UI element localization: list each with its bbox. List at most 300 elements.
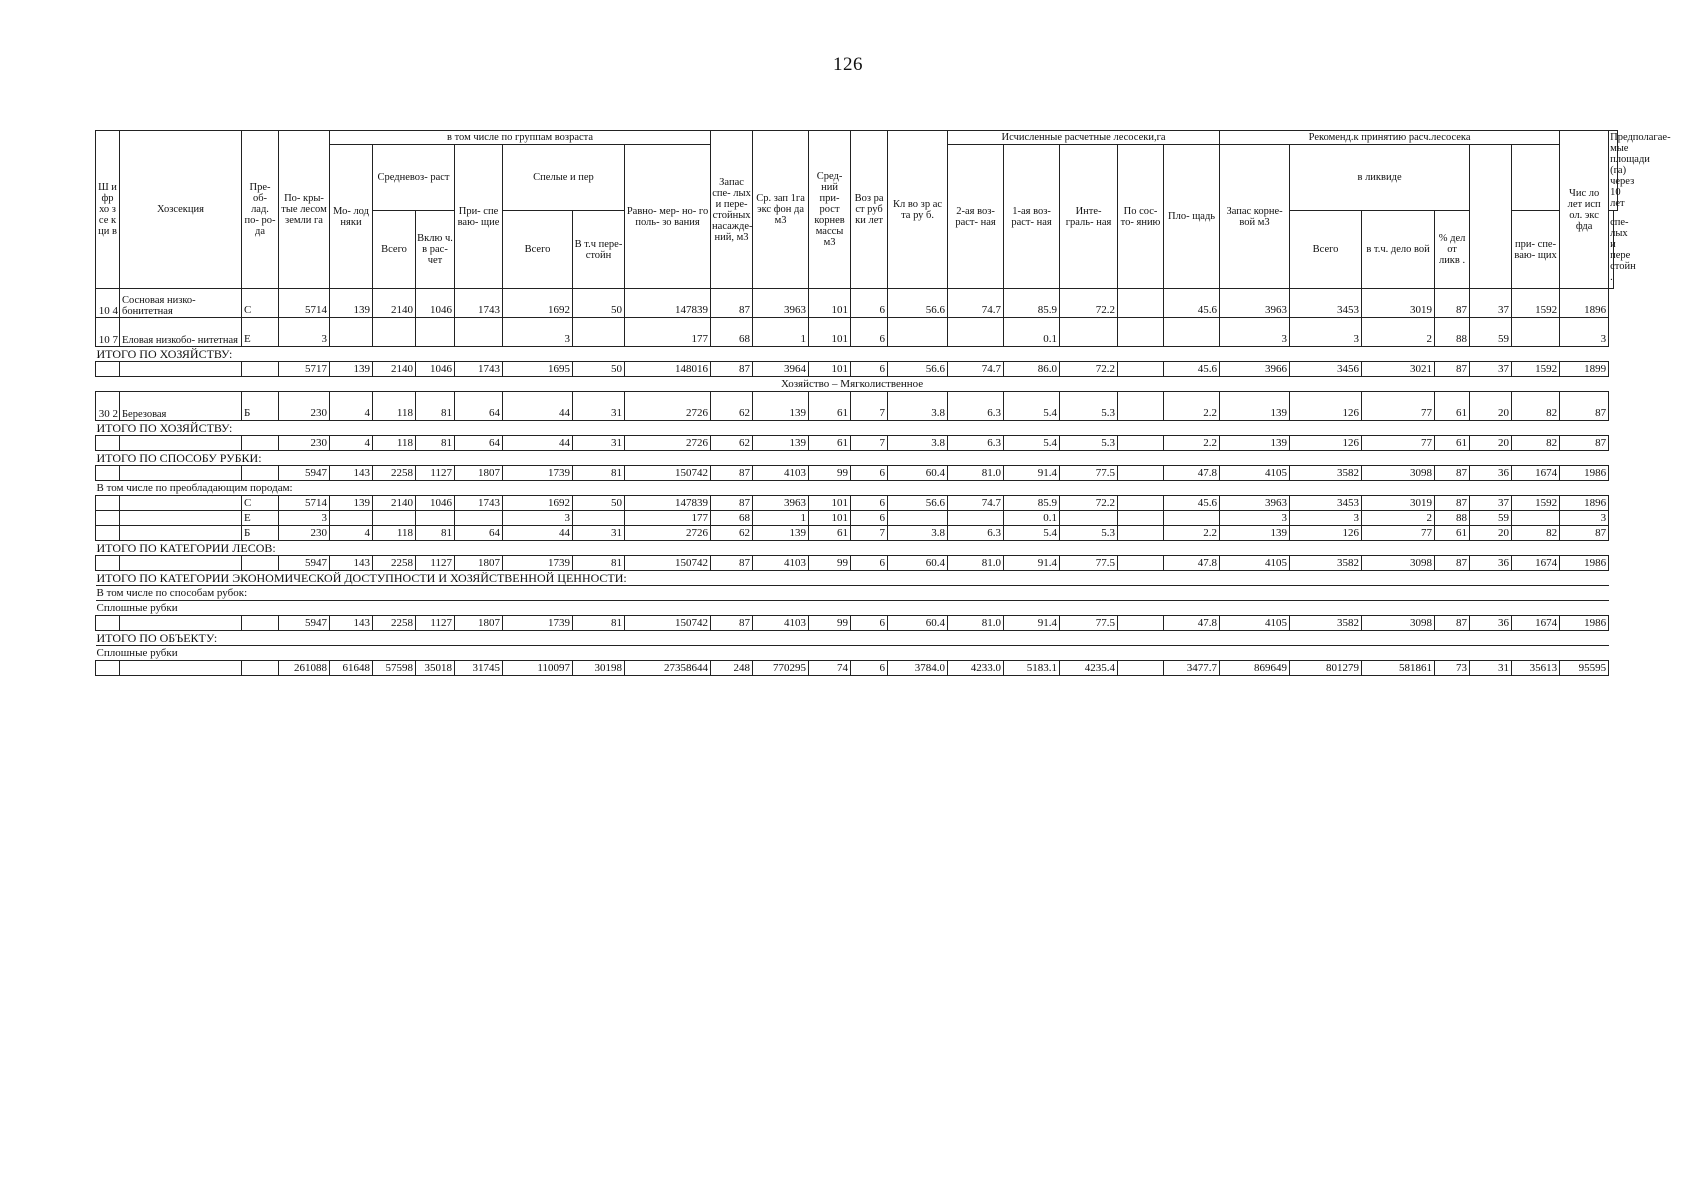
total-row-label: [96, 571, 1618, 586]
value-cell: 61: [1435, 436, 1470, 451]
value-cell: 45.6: [1164, 362, 1220, 377]
value-cell: 1739: [503, 466, 573, 481]
value-cell: 72.2: [1060, 362, 1118, 377]
total-row: [96, 362, 1618, 377]
value-cell: 3098: [1362, 556, 1435, 571]
value-cell: 150742: [625, 616, 711, 631]
hozsection-name: [120, 616, 242, 631]
value-cell: 4103: [753, 616, 809, 631]
value-cell: 4235.4: [1060, 661, 1118, 676]
section-number: 10 4: [96, 289, 120, 318]
value-cell: 3477.7: [1164, 661, 1220, 676]
value-cell: 85.9: [1004, 289, 1060, 318]
value-cell: 62: [711, 526, 753, 541]
value-cell: 74.7: [948, 362, 1004, 377]
value-cell: 118: [373, 392, 416, 421]
value-cell: 770295: [753, 661, 809, 676]
header-likv-vsego: Всего: [1290, 211, 1362, 289]
header-prisp: При- спе ваю- щие: [455, 145, 503, 289]
dominant-species: [242, 661, 279, 676]
value-cell: [1118, 436, 1164, 451]
value-cell: 81.0: [948, 466, 1004, 481]
value-cell: 6: [851, 556, 888, 571]
value-cell: 7: [851, 392, 888, 421]
value-cell: 869649: [1220, 661, 1290, 676]
value-cell: 2140: [373, 496, 416, 511]
value-cell: 2140: [373, 362, 416, 377]
header-preob: Пре- об- лад. по- ро- да: [242, 131, 279, 289]
header-hozsec: Хозсекция: [120, 131, 242, 289]
value-cell: 82: [1512, 436, 1560, 451]
value-cell: [416, 318, 455, 347]
section-number: [96, 616, 120, 631]
value-cell: 6: [851, 466, 888, 481]
value-cell: 91.4: [1004, 466, 1060, 481]
value-cell: 37: [1470, 496, 1512, 511]
header-ravno: Равно- мер- но- го поль- зо вания: [625, 145, 711, 289]
subheading: Сплошные рубки: [96, 601, 1609, 616]
value-cell: 81: [573, 556, 625, 571]
value-cell: 87: [711, 556, 753, 571]
value-cell: 72.2: [1060, 289, 1118, 318]
value-cell: 77.5: [1060, 466, 1118, 481]
section-number: [96, 556, 120, 571]
value-cell: 3021: [1362, 362, 1435, 377]
value-cell: 61: [809, 526, 851, 541]
subheading: Сплошные рубки: [96, 646, 1609, 661]
value-cell: 81: [573, 616, 625, 631]
value-cell: [888, 511, 948, 526]
value-cell: 87: [1435, 496, 1470, 511]
value-cell: [1118, 661, 1164, 676]
value-cell: 82: [1512, 392, 1560, 421]
value-cell: 6: [851, 362, 888, 377]
section-title-row: [96, 377, 1618, 392]
value-cell: 1046: [416, 362, 455, 377]
value-cell: 1046: [416, 289, 455, 318]
value-cell: 3019: [1362, 496, 1435, 511]
header-group-sredn: Средневоз- раст: [373, 145, 455, 211]
value-cell: 60.4: [888, 616, 948, 631]
value-cell: 2258: [373, 556, 416, 571]
value-cell: 1807: [455, 616, 503, 631]
value-cell: 30198: [573, 661, 625, 676]
value-cell: 57598: [373, 661, 416, 676]
value-cell: 3963: [753, 289, 809, 318]
value-cell: 1692: [503, 289, 573, 318]
value-cell: 1127: [416, 556, 455, 571]
hozsection-name: [120, 466, 242, 481]
dominant-species: С: [242, 496, 279, 511]
value-cell: [373, 318, 416, 347]
header-group-ischisl: Исчисленные расчетные лесосеки,га: [948, 131, 1220, 145]
value-cell: 20: [1470, 392, 1512, 421]
value-cell: 4103: [753, 556, 809, 571]
value-cell: 35613: [1512, 661, 1560, 676]
value-cell: 62: [711, 436, 753, 451]
value-cell: 31: [573, 436, 625, 451]
value-cell: 47.8: [1164, 466, 1220, 481]
subheading-row: [96, 586, 1618, 601]
value-cell: 126: [1290, 392, 1362, 421]
value-cell: [1118, 466, 1164, 481]
hozsection-name: [120, 362, 242, 377]
value-cell: 85.9: [1004, 496, 1060, 511]
value-cell: 261088: [279, 661, 330, 676]
value-cell: 3: [1290, 318, 1362, 347]
value-cell: 3963: [1220, 289, 1290, 318]
value-cell: 3019: [1362, 289, 1435, 318]
value-cell: 3098: [1362, 466, 1435, 481]
header-spel10: спе- лых и пере стойн .: [1609, 211, 1613, 289]
value-cell: [1118, 392, 1164, 421]
value-cell: 50: [573, 362, 625, 377]
value-cell: 31: [573, 392, 625, 421]
header-plosh: Пло- щадь: [1164, 145, 1220, 289]
value-cell: 110097: [503, 661, 573, 676]
value-cell: [1512, 318, 1560, 347]
value-cell: 81.0: [948, 556, 1004, 571]
value-cell: 101: [809, 289, 851, 318]
value-cell: [888, 318, 948, 347]
value-cell: 87: [711, 496, 753, 511]
value-cell: 77: [1362, 526, 1435, 541]
value-cell: 3: [279, 318, 330, 347]
value-cell: 5947: [279, 466, 330, 481]
value-cell: [1118, 556, 1164, 571]
value-cell: 118: [373, 526, 416, 541]
value-cell: 45.6: [1164, 289, 1220, 318]
section-number: 10 7: [96, 318, 120, 347]
value-cell: 5183.1: [1004, 661, 1060, 676]
value-cell: 74.7: [948, 289, 1004, 318]
value-cell: 3456: [1290, 362, 1362, 377]
value-cell: 87: [711, 616, 753, 631]
total-label: ИТОГО ПО КАТЕГОРИИ ЭКОНОМИЧЕСКОЙ ДОСТУПНОСТИ И ХОЗЯЙСТВЕННОЙ ЦЕННОСТИ:: [96, 571, 1609, 586]
header-group-predpol: Предполагае- мые площади (га) через 10 лет: [1610, 132, 1671, 209]
total-row-label: [96, 451, 1618, 466]
value-cell: 2.2: [1164, 392, 1220, 421]
value-cell: 68: [711, 318, 753, 347]
value-cell: 3.8: [888, 392, 948, 421]
value-cell: 1: [753, 318, 809, 347]
value-cell: 150742: [625, 466, 711, 481]
value-cell: 5.3: [1060, 392, 1118, 421]
value-cell: 1743: [455, 362, 503, 377]
value-cell: 6: [851, 289, 888, 318]
header-prirost: Сред- ний при- рост корнев массы м3: [809, 131, 851, 289]
value-cell: 118: [373, 436, 416, 451]
value-cell: 581861: [1362, 661, 1435, 676]
hozsection-name: Сосновая низко- бонитетная: [120, 289, 242, 318]
value-cell: 177: [625, 318, 711, 347]
value-cell: 3784.0: [888, 661, 948, 676]
page-number: 126: [833, 54, 863, 75]
table-body: [96, 289, 1618, 676]
hozsection-name: [120, 511, 242, 526]
hozsection-name: [120, 436, 242, 451]
dominant-species: Б: [242, 392, 279, 421]
value-cell: 81: [416, 436, 455, 451]
value-cell: 101: [809, 362, 851, 377]
dominant-species: [242, 436, 279, 451]
value-cell: 139: [753, 392, 809, 421]
header-zapas: Запас спе- лых и пере- стойных насажде- ний, м3: [711, 131, 753, 289]
value-cell: [330, 318, 373, 347]
value-cell: 0.1: [1004, 511, 1060, 526]
value-cell: 20: [1470, 436, 1512, 451]
value-cell: 1127: [416, 616, 455, 631]
total-row-label: [96, 347, 1618, 362]
value-cell: 101: [809, 318, 851, 347]
value-cell: 6: [851, 496, 888, 511]
value-cell: 139: [330, 289, 373, 318]
section-number: [96, 466, 120, 481]
value-cell: [455, 318, 503, 347]
value-cell: 60.4: [888, 466, 948, 481]
value-cell: [1164, 511, 1220, 526]
value-cell: 5714: [279, 289, 330, 318]
value-cell: 4: [330, 526, 373, 541]
subheading-row: [96, 601, 1618, 616]
value-cell: 31: [573, 526, 625, 541]
value-cell: 139: [330, 496, 373, 511]
value-cell: 1674: [1512, 466, 1560, 481]
header-sr-zap: Ср. зап 1га экс фон да м3: [753, 131, 809, 289]
value-cell: 1739: [503, 616, 573, 631]
section-number: [96, 436, 120, 451]
value-cell: 3582: [1290, 616, 1362, 631]
hozsection-name: [120, 661, 242, 676]
value-cell: 3: [503, 511, 573, 526]
value-cell: 47.8: [1164, 616, 1220, 631]
value-cell: 177: [625, 511, 711, 526]
value-cell: 87: [1435, 362, 1470, 377]
subheading: В том числе по способам рубок:: [96, 586, 1609, 601]
value-cell: 91.4: [1004, 616, 1060, 631]
value-cell: 1046: [416, 496, 455, 511]
value-cell: 2: [1362, 318, 1435, 347]
value-cell: [1118, 318, 1164, 347]
value-cell: 3: [1290, 511, 1362, 526]
value-cell: 44: [503, 392, 573, 421]
value-cell: 81: [573, 466, 625, 481]
value-cell: 31745: [455, 661, 503, 676]
value-cell: 31: [1470, 661, 1512, 676]
value-cell: 44: [503, 526, 573, 541]
value-cell: 68: [711, 511, 753, 526]
value-cell: 87: [711, 466, 753, 481]
header-spel-vsego: Всего: [503, 211, 573, 289]
header-group-vozrast: в том числе по группам возраста: [330, 131, 711, 145]
total-label: ИТОГО ПО КАТЕГОРИИ ЛЕСОВ:: [96, 541, 1609, 556]
total-label: ИТОГО ПО СПОСОБУ РУБКИ:: [96, 451, 1609, 466]
value-cell: 1592: [1512, 362, 1560, 377]
value-cell: 5947: [279, 616, 330, 631]
value-cell: [1060, 511, 1118, 526]
value-cell: 1807: [455, 466, 503, 481]
header-molod: Мо- лод няки: [330, 145, 373, 289]
table-header: [96, 131, 1671, 289]
dominant-species: [242, 616, 279, 631]
value-cell: 3.8: [888, 526, 948, 541]
value-cell: [1118, 511, 1164, 526]
value-cell: 6.3: [948, 436, 1004, 451]
value-cell: 3582: [1290, 556, 1362, 571]
value-cell: 6: [851, 511, 888, 526]
value-cell: 230: [279, 436, 330, 451]
value-cell: 126: [1290, 526, 1362, 541]
value-cell: 3: [1220, 318, 1290, 347]
dominant-species: [242, 556, 279, 571]
value-cell: 87: [1435, 466, 1470, 481]
value-cell: 4105: [1220, 466, 1290, 481]
value-cell: 87: [1560, 436, 1609, 451]
value-cell: [948, 511, 1004, 526]
value-cell: 139: [1220, 392, 1290, 421]
value-cell: 4103: [753, 466, 809, 481]
total-row-label: [96, 421, 1618, 436]
value-cell: 1592: [1512, 496, 1560, 511]
value-cell: 230: [279, 392, 330, 421]
value-cell: 1695: [503, 362, 573, 377]
value-cell: 82: [1512, 526, 1560, 541]
value-cell: 5717: [279, 362, 330, 377]
value-cell: 87: [1560, 392, 1609, 421]
value-cell: 139: [1220, 526, 1290, 541]
value-cell: 56.6: [888, 289, 948, 318]
value-cell: 5.3: [1060, 436, 1118, 451]
value-cell: 88: [1435, 318, 1470, 347]
value-cell: 3963: [1220, 496, 1290, 511]
value-cell: 36: [1470, 616, 1512, 631]
value-cell: 50: [573, 496, 625, 511]
value-cell: 44: [503, 436, 573, 451]
value-cell: 3: [503, 318, 573, 347]
value-cell: 2726: [625, 436, 711, 451]
value-cell: 99: [809, 466, 851, 481]
value-cell: 61: [809, 436, 851, 451]
value-cell: 148016: [625, 362, 711, 377]
value-cell: 4105: [1220, 556, 1290, 571]
value-cell: 2726: [625, 526, 711, 541]
value-cell: [373, 511, 416, 526]
value-cell: [948, 318, 1004, 347]
value-cell: 87: [1560, 526, 1609, 541]
value-cell: [1118, 289, 1164, 318]
value-cell: 139: [1220, 436, 1290, 451]
value-cell: 2258: [373, 466, 416, 481]
header-chislo: Чис ло лет исп ол. экс фда: [1560, 131, 1609, 289]
dominant-species: Б: [242, 526, 279, 541]
value-cell: 150742: [625, 556, 711, 571]
value-cell: 101: [809, 496, 851, 511]
header-sredn-vsego: Всего: [373, 211, 416, 289]
value-cell: 81: [416, 392, 455, 421]
value-cell: 59: [1470, 511, 1512, 526]
value-cell: 3966: [1220, 362, 1290, 377]
value-cell: 1674: [1512, 616, 1560, 631]
value-cell: 2140: [373, 289, 416, 318]
value-cell: 73: [1435, 661, 1470, 676]
section-number: [96, 496, 120, 511]
header-sredn-vkl: Вклю ч. в рас- чет: [416, 211, 455, 289]
value-cell: [1118, 362, 1164, 377]
value-cell: 6.3: [948, 392, 1004, 421]
value-cell: 20: [1470, 526, 1512, 541]
value-cell: 74.7: [948, 496, 1004, 511]
dominant-species: С: [242, 289, 279, 318]
value-cell: 3.8: [888, 436, 948, 451]
value-cell: 77: [1362, 392, 1435, 421]
table-row: [96, 496, 1618, 511]
value-cell: 87: [1435, 289, 1470, 318]
value-cell: 5.4: [1004, 392, 1060, 421]
value-cell: 86.0: [1004, 362, 1060, 377]
total-label: ИТОГО ПО ОБЪЕКТУ:: [96, 631, 1609, 646]
dominant-species: [242, 466, 279, 481]
value-cell: 101: [809, 511, 851, 526]
value-cell: 61: [1435, 392, 1470, 421]
value-cell: 27358644: [625, 661, 711, 676]
header-group-rekom: Рекоменд.к принятию расч.лесосека: [1220, 131, 1560, 145]
value-cell: 1743: [455, 289, 503, 318]
value-cell: 6: [851, 616, 888, 631]
value-cell: 2.2: [1164, 526, 1220, 541]
header-sec: Ш и фр хо з се к ци в: [96, 131, 120, 289]
value-cell: 37: [1470, 362, 1512, 377]
value-cell: [1118, 496, 1164, 511]
value-cell: [1060, 318, 1118, 347]
header-integ: Инте- граль- ная: [1060, 145, 1118, 289]
value-cell: 1127: [416, 466, 455, 481]
total-row: [96, 556, 1618, 571]
value-cell: 61648: [330, 661, 373, 676]
section-number: [96, 511, 120, 526]
value-cell: 1739: [503, 556, 573, 571]
value-cell: [1118, 616, 1164, 631]
value-cell: 35018: [416, 661, 455, 676]
value-cell: 1986: [1560, 616, 1609, 631]
value-cell: 81: [416, 526, 455, 541]
value-cell: 1896: [1560, 289, 1609, 318]
value-cell: 139: [753, 436, 809, 451]
dominant-species: Е: [242, 511, 279, 526]
value-cell: 248: [711, 661, 753, 676]
header-2vozr: 2-ая воз- раст- ная: [948, 145, 1004, 289]
value-cell: [416, 511, 455, 526]
total-label: ИТОГО ПО ХОЗЯЙСТВУ:: [96, 347, 1609, 362]
value-cell: 77: [1362, 436, 1435, 451]
header-sostoyan: По сос- то- янию: [1118, 145, 1164, 289]
value-cell: 74: [809, 661, 851, 676]
value-cell: 72.2: [1060, 496, 1118, 511]
header-group-spelye: Спелые и пер: [503, 145, 625, 211]
section-number: 30 2: [96, 392, 120, 421]
value-cell: 47.8: [1164, 556, 1220, 571]
value-cell: 1899: [1560, 362, 1609, 377]
total-label: ИТОГО ПО ХОЗЯЙСТВУ:: [96, 421, 1609, 436]
value-cell: 139: [753, 526, 809, 541]
total-row-label: [96, 541, 1618, 556]
value-cell: 1896: [1560, 496, 1609, 511]
value-cell: 147839: [625, 289, 711, 318]
value-cell: 1986: [1560, 556, 1609, 571]
value-cell: 99: [809, 616, 851, 631]
value-cell: [455, 511, 503, 526]
forest-allowable-cut-table: [95, 130, 1671, 676]
header-pct-del: % дел от ликв .: [1435, 211, 1470, 289]
